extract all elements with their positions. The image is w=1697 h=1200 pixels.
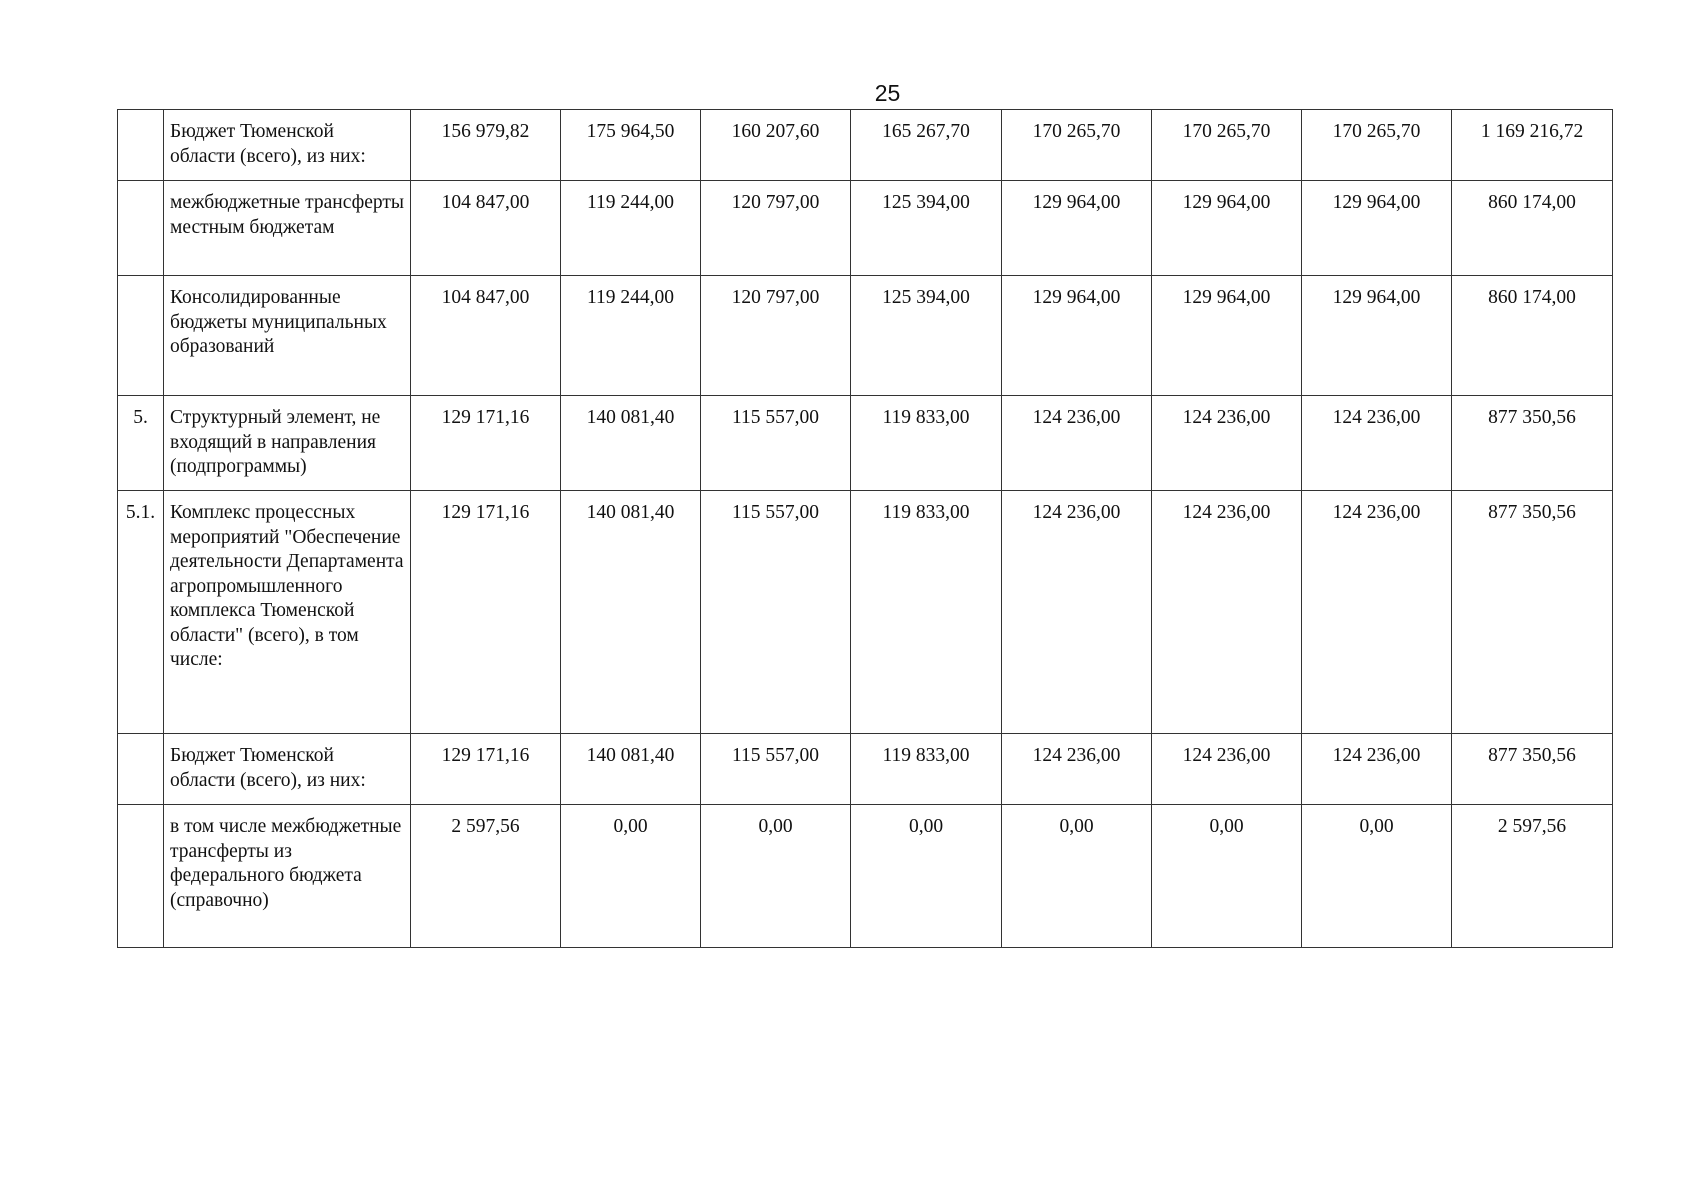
value-cell: 120 797,00 (701, 181, 851, 276)
value-cell: 129 171,16 (411, 491, 561, 734)
row-name: Комплекс процессных мероприятий "Обеспечение деятельности Департамента агропромышленного комплекса Тюменской области" (всего), в том числе: (164, 491, 411, 734)
value-cell: 0,00 (1002, 805, 1152, 948)
value-cell: 2 597,56 (411, 805, 561, 948)
value-cell: 156 979,82 (411, 110, 561, 181)
row-number (118, 276, 164, 396)
value-cell: 140 081,40 (561, 491, 701, 734)
value-cell: 124 236,00 (1002, 491, 1152, 734)
table-row (118, 396, 1613, 491)
value-cell: 120 797,00 (701, 276, 851, 396)
value-cell: 124 236,00 (1002, 396, 1152, 491)
value-cell: 119 833,00 (851, 734, 1002, 805)
row-number: 5.1. (118, 491, 164, 734)
value-cell: 160 207,60 (701, 110, 851, 181)
value-cell: 129 171,16 (411, 734, 561, 805)
total-cell: 860 174,00 (1452, 276, 1613, 396)
value-cell: 129 964,00 (1002, 181, 1152, 276)
row-name: Консолидированные бюджеты муниципальных образований (164, 276, 411, 396)
table-row (118, 276, 1613, 396)
value-cell: 0,00 (1152, 805, 1302, 948)
value-cell: 119 833,00 (851, 491, 1002, 734)
row-number: 5. (118, 396, 164, 491)
total-cell: 860 174,00 (1452, 181, 1613, 276)
value-cell: 175 964,50 (561, 110, 701, 181)
row-name: Бюджет Тюменской области (всего), из них: (164, 734, 411, 805)
row-name: Структурный элемент, не входящий в направления (подпрограммы) (164, 396, 411, 491)
value-cell: 119 833,00 (851, 396, 1002, 491)
table-row (118, 110, 1613, 181)
value-cell: 115 557,00 (701, 491, 851, 734)
value-cell: 124 236,00 (1002, 734, 1152, 805)
value-cell: 124 236,00 (1302, 491, 1452, 734)
row-number (118, 181, 164, 276)
total-cell: 877 350,56 (1452, 491, 1613, 734)
value-cell: 0,00 (701, 805, 851, 948)
value-cell: 0,00 (561, 805, 701, 948)
value-cell: 124 236,00 (1152, 734, 1302, 805)
total-cell: 877 350,56 (1452, 396, 1613, 491)
value-cell: 125 394,00 (851, 276, 1002, 396)
value-cell: 140 081,40 (561, 396, 701, 491)
value-cell: 124 236,00 (1302, 396, 1452, 491)
value-cell: 124 236,00 (1152, 396, 1302, 491)
value-cell: 129 171,16 (411, 396, 561, 491)
row-number (118, 805, 164, 948)
budget-table (117, 109, 1613, 948)
total-cell: 1 169 216,72 (1452, 110, 1613, 181)
total-cell: 877 350,56 (1452, 734, 1613, 805)
table-row (118, 491, 1613, 734)
row-name: в том числе межбюджетные трансферты из федерального бюджета (справочно) (164, 805, 411, 948)
value-cell: 0,00 (851, 805, 1002, 948)
value-cell: 119 244,00 (561, 276, 701, 396)
value-cell: 129 964,00 (1302, 181, 1452, 276)
total-cell: 2 597,56 (1452, 805, 1613, 948)
row-name: межбюджетные трансферты местным бюджетам (164, 181, 411, 276)
value-cell: 104 847,00 (411, 181, 561, 276)
value-cell: 129 964,00 (1152, 181, 1302, 276)
page-number: 25 (874, 80, 901, 106)
value-cell: 115 557,00 (701, 734, 851, 805)
value-cell: 125 394,00 (851, 181, 1002, 276)
value-cell: 170 265,70 (1302, 110, 1452, 181)
table-row (118, 181, 1613, 276)
row-name: Бюджет Тюменской области (всего), из них: (164, 110, 411, 181)
value-cell: 165 267,70 (851, 110, 1002, 181)
value-cell: 170 265,70 (1152, 110, 1302, 181)
value-cell: 129 964,00 (1152, 276, 1302, 396)
value-cell: 119 244,00 (561, 181, 701, 276)
value-cell: 104 847,00 (411, 276, 561, 396)
row-number (118, 110, 164, 181)
value-cell: 124 236,00 (1152, 491, 1302, 734)
value-cell: 0,00 (1302, 805, 1452, 948)
value-cell: 129 964,00 (1002, 276, 1152, 396)
table-row (118, 805, 1613, 948)
value-cell: 115 557,00 (701, 396, 851, 491)
table-row (118, 734, 1613, 805)
value-cell: 140 081,40 (561, 734, 701, 805)
value-cell: 170 265,70 (1002, 110, 1152, 181)
value-cell: 129 964,00 (1302, 276, 1452, 396)
row-number (118, 734, 164, 805)
value-cell: 124 236,00 (1302, 734, 1452, 805)
